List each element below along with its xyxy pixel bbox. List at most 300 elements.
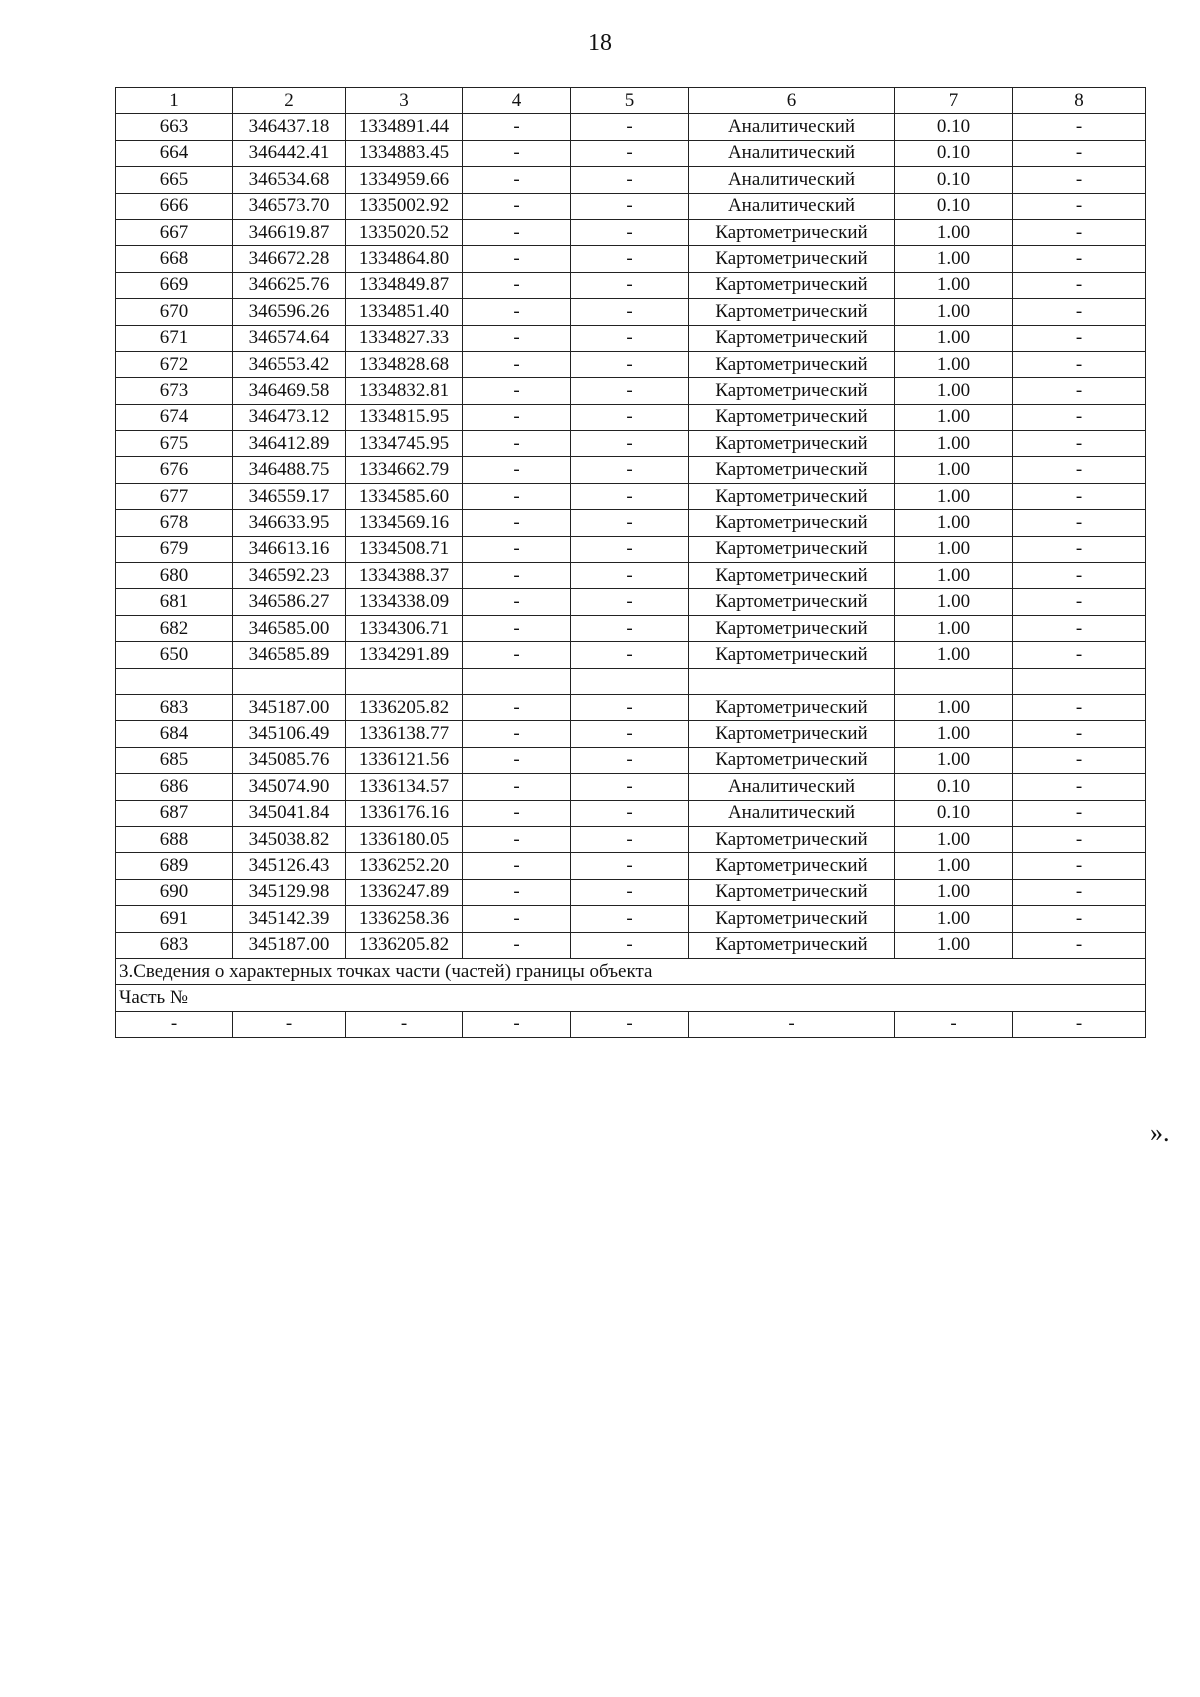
table-cell: 1334891.44 xyxy=(346,114,463,140)
table-cell: Картометрический xyxy=(689,431,895,457)
table-cell: - xyxy=(463,193,571,219)
table-cell: Аналитический xyxy=(689,167,895,193)
table-body xyxy=(116,88,1146,1038)
table-cell: - xyxy=(571,642,689,668)
table-cell: 670 xyxy=(116,299,233,325)
page-number: 18 xyxy=(588,30,612,56)
table-cell: - xyxy=(463,378,571,404)
table-cell: 346473.12 xyxy=(233,404,346,430)
table-cell: 1.00 xyxy=(895,510,1013,536)
table-cell: - xyxy=(233,1011,346,1037)
table-cell: 346585.00 xyxy=(233,615,346,641)
table-cell: 346596.26 xyxy=(233,299,346,325)
table-cell: 1.00 xyxy=(895,457,1013,483)
table-cell: 1334388.37 xyxy=(346,563,463,589)
table-cell: 346469.58 xyxy=(233,378,346,404)
table-row xyxy=(116,694,1146,720)
table-cell: 345126.43 xyxy=(233,853,346,879)
table-cell: Картометрический xyxy=(689,906,895,932)
table-cell: - xyxy=(571,615,689,641)
table-cell: - xyxy=(463,589,571,615)
table-row xyxy=(116,774,1146,800)
table-cell: 346619.87 xyxy=(233,219,346,245)
table-row xyxy=(116,589,1146,615)
table-cell: Картометрический xyxy=(689,932,895,958)
table-cell: - xyxy=(571,510,689,536)
table-cell xyxy=(346,668,463,694)
table-cell: 1.00 xyxy=(895,853,1013,879)
table-cell: 668 xyxy=(116,246,233,272)
table-cell: - xyxy=(571,747,689,773)
table-cell: 667 xyxy=(116,219,233,245)
table-row xyxy=(116,325,1146,351)
table-cell: - xyxy=(1013,906,1146,932)
table-cell: - xyxy=(571,325,689,351)
table-cell: 663 xyxy=(116,114,233,140)
table-cell: 1334508.71 xyxy=(346,536,463,562)
table-cell: 1.00 xyxy=(895,404,1013,430)
table-cell: 346437.18 xyxy=(233,114,346,140)
table-cell: 345085.76 xyxy=(233,747,346,773)
table-cell: 1336138.77 xyxy=(346,721,463,747)
table-cell: - xyxy=(571,536,689,562)
table-cell: 1336134.57 xyxy=(346,774,463,800)
table-cell: 345129.98 xyxy=(233,879,346,905)
table-cell: Картометрический xyxy=(689,721,895,747)
table-cell: 346412.89 xyxy=(233,431,346,457)
table-row xyxy=(116,140,1146,166)
table-cell: - xyxy=(571,826,689,852)
table-cell: - xyxy=(1013,193,1146,219)
table-cell: - xyxy=(1013,114,1146,140)
table-cell: - xyxy=(463,563,571,589)
table-cell: 1.00 xyxy=(895,299,1013,325)
table-cell: 0.10 xyxy=(895,193,1013,219)
table-cell xyxy=(895,668,1013,694)
table-cell: - xyxy=(571,800,689,826)
table-row xyxy=(116,272,1146,298)
table-cell: - xyxy=(1013,404,1146,430)
table-cell: 1334745.95 xyxy=(346,431,463,457)
table-cell: 1336205.82 xyxy=(346,932,463,958)
table-cell: - xyxy=(1013,932,1146,958)
table-cell: 4 xyxy=(463,88,571,114)
table-cell: 1.00 xyxy=(895,721,1013,747)
table-cell: Картометрический xyxy=(689,879,895,905)
table-cell: 346633.95 xyxy=(233,510,346,536)
table-cell: - xyxy=(571,589,689,615)
table-cell: - xyxy=(689,1011,895,1037)
table-row xyxy=(116,483,1146,509)
table-row xyxy=(116,879,1146,905)
table-cell: 1.00 xyxy=(895,826,1013,852)
table-cell: 0.10 xyxy=(895,114,1013,140)
table-cell: Картометрический xyxy=(689,246,895,272)
table-cell: - xyxy=(116,1011,233,1037)
table-cell: - xyxy=(571,483,689,509)
table-cell: - xyxy=(1013,642,1146,668)
table-cell: 1336176.16 xyxy=(346,800,463,826)
table-cell: 690 xyxy=(116,879,233,905)
table-cell: 1.00 xyxy=(895,536,1013,562)
table-cell: - xyxy=(1013,483,1146,509)
table-cell: - xyxy=(1013,140,1146,166)
table-cell: 1.00 xyxy=(895,932,1013,958)
table-row xyxy=(116,114,1146,140)
table-cell: Аналитический xyxy=(689,114,895,140)
table-cell: - xyxy=(1013,826,1146,852)
table-cell: 1334291.89 xyxy=(346,642,463,668)
table-cell: - xyxy=(463,694,571,720)
table-cell: - xyxy=(571,404,689,430)
table-cell: - xyxy=(571,272,689,298)
table-row xyxy=(116,219,1146,245)
table-cell: - xyxy=(1013,351,1146,377)
table-cell: Картометрический xyxy=(689,378,895,404)
table-cell: 1335002.92 xyxy=(346,193,463,219)
table-cell: 664 xyxy=(116,140,233,166)
table-cell: - xyxy=(1013,774,1146,800)
table-cell: 1.00 xyxy=(895,483,1013,509)
table-cell: 666 xyxy=(116,193,233,219)
table-cell: - xyxy=(463,642,571,668)
table-cell: 672 xyxy=(116,351,233,377)
table-cell: 1.00 xyxy=(895,351,1013,377)
table-cell: 686 xyxy=(116,774,233,800)
table-cell: 1.00 xyxy=(895,272,1013,298)
table-cell: Картометрический xyxy=(689,325,895,351)
table-cell: 1.00 xyxy=(895,378,1013,404)
table-row xyxy=(116,510,1146,536)
table-cell: 1336121.56 xyxy=(346,747,463,773)
table-cell: 346585.89 xyxy=(233,642,346,668)
table-cell: - xyxy=(463,774,571,800)
table-cell: 345038.82 xyxy=(233,826,346,852)
table-row xyxy=(116,826,1146,852)
table-cell: - xyxy=(463,140,571,166)
table-cell: 1.00 xyxy=(895,642,1013,668)
table-cell: 346488.75 xyxy=(233,457,346,483)
table-cell: 676 xyxy=(116,457,233,483)
table-cell: - xyxy=(571,694,689,720)
table-cell: - xyxy=(463,853,571,879)
table-cell: 650 xyxy=(116,642,233,668)
table-cell: - xyxy=(571,431,689,457)
table-cell: 0.10 xyxy=(895,800,1013,826)
table-cell: 7 xyxy=(895,88,1013,114)
table-row xyxy=(116,457,1146,483)
table-cell: Картометрический xyxy=(689,826,895,852)
table-cell: 691 xyxy=(116,906,233,932)
table-cell: 687 xyxy=(116,800,233,826)
table-row xyxy=(116,615,1146,641)
table-cell: 345106.49 xyxy=(233,721,346,747)
table-cell: 2 xyxy=(233,88,346,114)
table-row xyxy=(116,351,1146,377)
table-cell: 1334585.60 xyxy=(346,483,463,509)
table-cell: 345142.39 xyxy=(233,906,346,932)
table-cell: 685 xyxy=(116,747,233,773)
table-cell: Картометрический xyxy=(689,404,895,430)
table-cell: - xyxy=(1013,299,1146,325)
table-cell: 3 xyxy=(346,88,463,114)
table-cell: - xyxy=(571,219,689,245)
table-cell: - xyxy=(571,114,689,140)
table-cell: 678 xyxy=(116,510,233,536)
table-cell: - xyxy=(463,906,571,932)
table-cell: - xyxy=(571,853,689,879)
table-row xyxy=(116,536,1146,562)
table-cell: - xyxy=(1013,853,1146,879)
table-cell: Аналитический xyxy=(689,140,895,166)
table-cell: - xyxy=(463,431,571,457)
table-cell: - xyxy=(1013,694,1146,720)
table-cell: 345041.84 xyxy=(233,800,346,826)
table-cell: Аналитический xyxy=(689,193,895,219)
table-cell: 0.10 xyxy=(895,774,1013,800)
table-cell: - xyxy=(571,378,689,404)
table-cell: 683 xyxy=(116,932,233,958)
table-cell: 1336252.20 xyxy=(346,853,463,879)
table-cell: 1335020.52 xyxy=(346,219,463,245)
table-row xyxy=(116,431,1146,457)
part-label-row xyxy=(116,985,1146,1011)
table-cell: - xyxy=(463,325,571,351)
table-cell: 346625.76 xyxy=(233,272,346,298)
table-cell: - xyxy=(1013,615,1146,641)
table-cell: - xyxy=(463,932,571,958)
table-cell: 1.00 xyxy=(895,879,1013,905)
table-cell: Картометрический xyxy=(689,272,895,298)
table-cell: 673 xyxy=(116,378,233,404)
table-cell xyxy=(463,668,571,694)
boundary-points-table xyxy=(115,87,1146,1038)
table-cell: 1336258.36 xyxy=(346,906,463,932)
table-cell: - xyxy=(463,246,571,272)
table-cell: Картометрический xyxy=(689,563,895,589)
table-cell: - xyxy=(571,167,689,193)
table-row xyxy=(116,721,1146,747)
table-cell: - xyxy=(1013,563,1146,589)
table-cell: - xyxy=(571,563,689,589)
table-cell: - xyxy=(463,615,571,641)
table-cell: 345187.00 xyxy=(233,932,346,958)
table-cell: 671 xyxy=(116,325,233,351)
table-cell: - xyxy=(1013,167,1146,193)
table-cell: - xyxy=(571,721,689,747)
table-cell: - xyxy=(463,483,571,509)
table-cell: - xyxy=(1013,721,1146,747)
table-cell: 1336180.05 xyxy=(346,826,463,852)
table-cell: - xyxy=(463,219,571,245)
table-cell: - xyxy=(1013,589,1146,615)
table-cell: - xyxy=(571,906,689,932)
table-cell: Аналитический xyxy=(689,774,895,800)
table-cell: - xyxy=(1013,431,1146,457)
table-cell: - xyxy=(1013,1011,1146,1037)
table-cell xyxy=(689,668,895,694)
table-cell: 345187.00 xyxy=(233,694,346,720)
table-cell: 1.00 xyxy=(895,747,1013,773)
table-cell: - xyxy=(1013,536,1146,562)
table-cell: - xyxy=(463,114,571,140)
table-cell: 0.10 xyxy=(895,167,1013,193)
table-cell: 665 xyxy=(116,167,233,193)
table-cell: - xyxy=(463,800,571,826)
table-cell: Картометрический xyxy=(689,642,895,668)
table-cell: 669 xyxy=(116,272,233,298)
table-cell: Картометрический xyxy=(689,747,895,773)
table-cell: 679 xyxy=(116,536,233,562)
table-cell: - xyxy=(571,299,689,325)
table-cell: 680 xyxy=(116,563,233,589)
table-cell: 682 xyxy=(116,615,233,641)
table-cell: - xyxy=(1013,246,1146,272)
table-cell: Картометрический xyxy=(689,299,895,325)
table-cell: - xyxy=(463,1011,571,1037)
table-row xyxy=(116,642,1146,668)
table-cell: 1334864.80 xyxy=(346,246,463,272)
table-cell: 1.00 xyxy=(895,615,1013,641)
table-cell: 1334828.68 xyxy=(346,351,463,377)
table-cell: - xyxy=(895,1011,1013,1037)
table-cell: Картометрический xyxy=(689,457,895,483)
table-cell: 1334851.40 xyxy=(346,299,463,325)
table-cell: - xyxy=(1013,879,1146,905)
table-cell: 346553.42 xyxy=(233,351,346,377)
table-cell: - xyxy=(571,351,689,377)
table-cell: 346559.17 xyxy=(233,483,346,509)
table-cell: 681 xyxy=(116,589,233,615)
section-heading-row xyxy=(116,958,1146,984)
table-cell: - xyxy=(346,1011,463,1037)
table-cell: 346534.68 xyxy=(233,167,346,193)
closing-quote-mark: ». xyxy=(1150,1118,1170,1147)
table-cell: - xyxy=(571,932,689,958)
table-cell: - xyxy=(463,747,571,773)
table-cell: - xyxy=(463,536,571,562)
table-cell: 684 xyxy=(116,721,233,747)
table-cell: 683 xyxy=(116,694,233,720)
table-cell: 8 xyxy=(1013,88,1146,114)
table-cell: Картометрический xyxy=(689,536,895,562)
table-cell: 1334815.95 xyxy=(346,404,463,430)
table-cell: 1334338.09 xyxy=(346,589,463,615)
table-cell xyxy=(571,668,689,694)
table-cell: 346586.27 xyxy=(233,589,346,615)
table-cell: - xyxy=(463,510,571,536)
table-cell: 1.00 xyxy=(895,589,1013,615)
table-cell: - xyxy=(463,351,571,377)
table-cell: 1334662.79 xyxy=(346,457,463,483)
table-cell: 1.00 xyxy=(895,694,1013,720)
table-cell: - xyxy=(571,140,689,166)
table-cell: - xyxy=(1013,457,1146,483)
table-cell: - xyxy=(463,404,571,430)
table-cell: Картометрический xyxy=(689,483,895,509)
table-row xyxy=(116,193,1146,219)
table-row xyxy=(116,299,1146,325)
table-row xyxy=(116,800,1146,826)
table-cell: 675 xyxy=(116,431,233,457)
table-cell: 1.00 xyxy=(895,563,1013,589)
table-row xyxy=(116,906,1146,932)
table-cell: Картометрический xyxy=(689,219,895,245)
table-cell: - xyxy=(463,879,571,905)
table-cell: 346613.16 xyxy=(233,536,346,562)
table-cell: 674 xyxy=(116,404,233,430)
table-cell: 0.10 xyxy=(895,140,1013,166)
table-row xyxy=(116,563,1146,589)
table-cell: - xyxy=(463,272,571,298)
final-row xyxy=(116,1011,1146,1037)
table-cell: Картометрический xyxy=(689,589,895,615)
table-row xyxy=(116,747,1146,773)
table-row xyxy=(116,932,1146,958)
table-cell: - xyxy=(463,167,571,193)
table-cell: 689 xyxy=(116,853,233,879)
table-cell: - xyxy=(571,1011,689,1037)
table-cell: - xyxy=(1013,747,1146,773)
table-cell xyxy=(233,668,346,694)
table-cell: 1334959.66 xyxy=(346,167,463,193)
table-row xyxy=(116,246,1146,272)
table-cell: - xyxy=(463,457,571,483)
table-row xyxy=(116,668,1146,694)
column-number-row xyxy=(116,88,1146,114)
table-cell: - xyxy=(1013,325,1146,351)
table-cell: Картометрический xyxy=(689,615,895,641)
table-cell: Картометрический xyxy=(689,510,895,536)
table-cell: 1336205.82 xyxy=(346,694,463,720)
table-row xyxy=(116,167,1146,193)
table-cell: 346574.64 xyxy=(233,325,346,351)
table-cell: 1.00 xyxy=(895,906,1013,932)
table-cell: 1.00 xyxy=(895,246,1013,272)
table-cell: 1334849.87 xyxy=(346,272,463,298)
table-cell: 346573.70 xyxy=(233,193,346,219)
table-cell: - xyxy=(571,193,689,219)
table-cell: - xyxy=(1013,800,1146,826)
table-cell: 1334827.33 xyxy=(346,325,463,351)
table-cell: - xyxy=(571,879,689,905)
section-heading: 3.Сведения о характерных точках части (частей) границы объекта xyxy=(116,958,1146,984)
table-cell: Аналитический xyxy=(689,800,895,826)
table-cell: - xyxy=(1013,378,1146,404)
table-cell: - xyxy=(571,246,689,272)
table-cell: 1.00 xyxy=(895,219,1013,245)
table-row xyxy=(116,853,1146,879)
part-label: Часть № xyxy=(116,985,1146,1011)
table-cell: 1334306.71 xyxy=(346,615,463,641)
table-cell: - xyxy=(1013,219,1146,245)
table-cell: 1334832.81 xyxy=(346,378,463,404)
table-cell: 1 xyxy=(116,88,233,114)
table-cell xyxy=(1013,668,1146,694)
table-cell: 1.00 xyxy=(895,431,1013,457)
table-cell: Картометрический xyxy=(689,694,895,720)
table-cell: 346672.28 xyxy=(233,246,346,272)
table-cell: - xyxy=(463,826,571,852)
table-cell: 688 xyxy=(116,826,233,852)
table-cell: 1336247.89 xyxy=(346,879,463,905)
table-row xyxy=(116,404,1146,430)
table-cell: - xyxy=(1013,272,1146,298)
table-cell: 1.00 xyxy=(895,325,1013,351)
table-cell: Картометрический xyxy=(689,351,895,377)
table-cell: 1334569.16 xyxy=(346,510,463,536)
table-cell: - xyxy=(1013,510,1146,536)
